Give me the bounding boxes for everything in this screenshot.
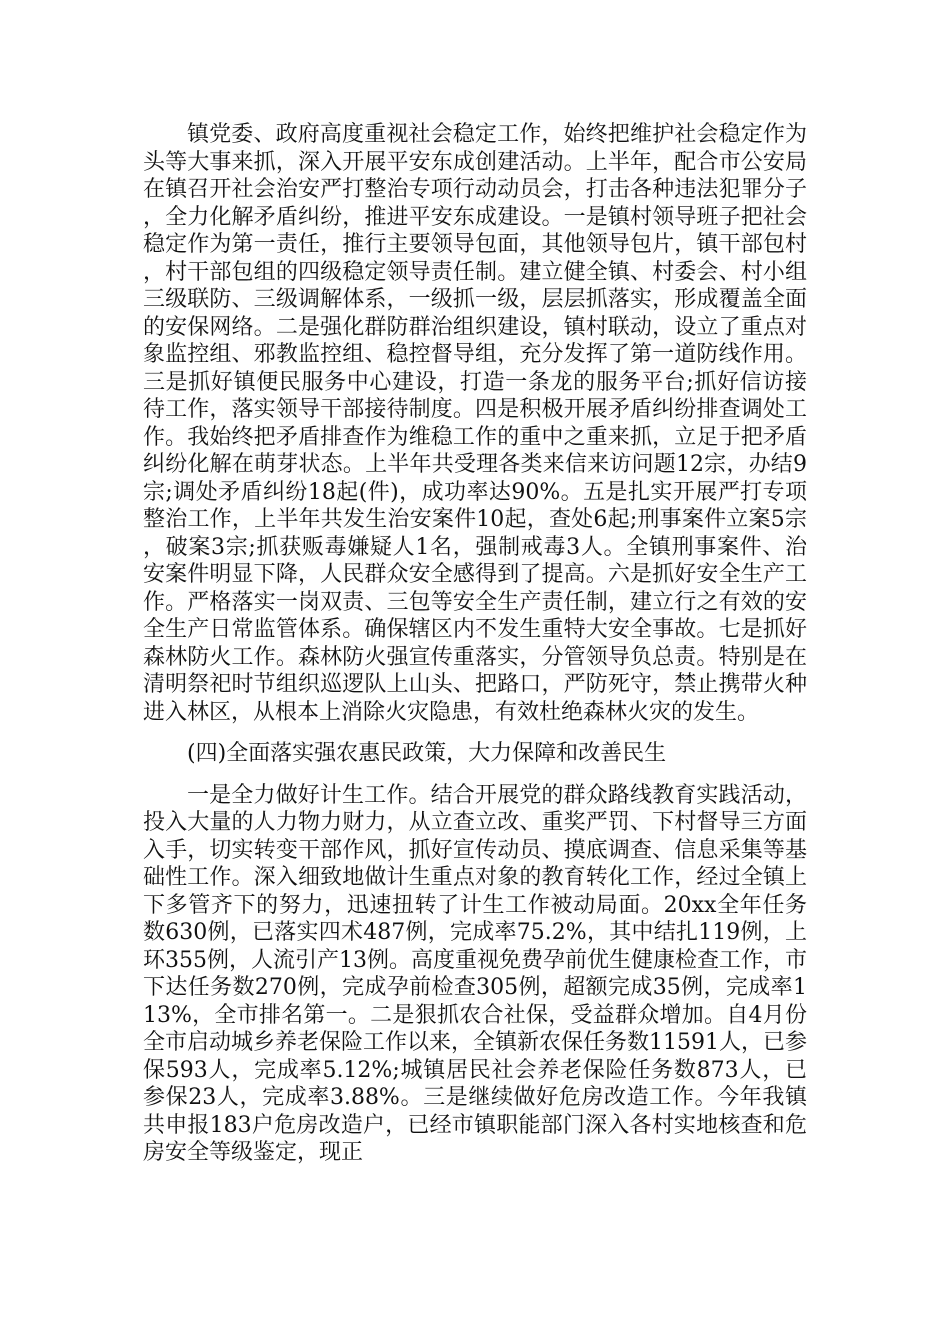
document-page — [143, 121, 807, 1167]
section-heading-4: (四)全面落实强农惠民政策，大力保障和改善民生 — [187, 741, 667, 766]
paragraph-social-stability: 镇党委、政府高度重视社会稳定工作，始终把维护社会稳定作为头等大事来抓，深入开展平安东成创建活动。上半年，配合市公安局在镇召开社会治安严打整治专项行动动员会，打击各种违法犯罪分子，全力化解矛盾纠纷，推进平安东成建设。一是镇村领导班子把社会稳定作为第一责任，推行主要领导包面，其他领导包片，镇干部包村，村干部包组的四级稳定领导责任制。建立健全镇、村委会、村小组三级联防、三级调解体系，一级抓一级，层层抓落实，形成覆盖全面的安保网络。二是强化群防群治组织建设，镇村联动，设立了重点对象监控组、邪教监控组、稳控督导组，充分发挥了第一道防线作用。三是抓好镇便民服务中心建设，打造一条龙的服务平台;抓好信访接待工作，落实领导干部接待制度。四是积极开展矛盾纠纷排查调处工作。我始终把矛盾排查作为维稳工作的重中之重来抓，立足于把矛盾纠纷化解在萌芽状态。上半年共受理各类来信来访问题12宗，办结9宗;调处矛盾纠纷18起(件)，成功率达90%。五是扎实开展严打专项整治工作，上半年共发生治安案件10起，查处6起;刑事案件立案5宗，破案3宗;抓获贩毒嫌疑人1名，强制戒毒3人。全镇刑事案件、治安案件明显下降，人民群众安全感得到了提高。六是抓好安全生产工作。严格落实一岗双责、三包等安全生产责任制，建立行之有效的安全生产日常监管体系。确保辖区内不发生重特大安全事故。七是抓好森林防火工作。森林防火强宣传重落实，分管领导负总责。特别是在清明祭祀时节组织巡逻队上山头、把路口，严防死守，禁止携带火种进入林区，从根本上消除火灾隐患，有效杜绝森林火灾的发生。 — [143, 122, 807, 725]
paragraph-livelihood: 一是全力做好计生工作。结合开展党的群众路线教育实践活动，投入大量的人力物力财力，从立查立改、重奖严罚、下村督导三方面入手，切实转变干部作风，抓好宣传动员、摸底调查、信息采集等基础性工作。深入细致地做计生重点对象的教育转化工作，经过全镇上下多管齐下的努力，迅速扭转了计生工作被动局面。20xx全年任务数630例，已落实四术487例，完成率75.2%，其中结扎119例，上环355例，人流引产13例。高度重视免费孕前优生健康检查工作，市下达任务数270例，完成孕前检查305例，超额完成35例，完成率113%，全市排名第一。二是狠抓农合社保，受益群众增加。自4月份全市启动城乡养老保险工作以来，全镇新农保任务数11591人，已参保593人，完成率5.12%;城镇居民社会养老保险任务数873人，已参保23人，完成率3.88%。三是继续做好危房改造工作。今年我镇共申报183户危房改造户，已经市镇职能部门深入各村实地核查和危房安全等级鉴定，现正 — [143, 782, 807, 1165]
